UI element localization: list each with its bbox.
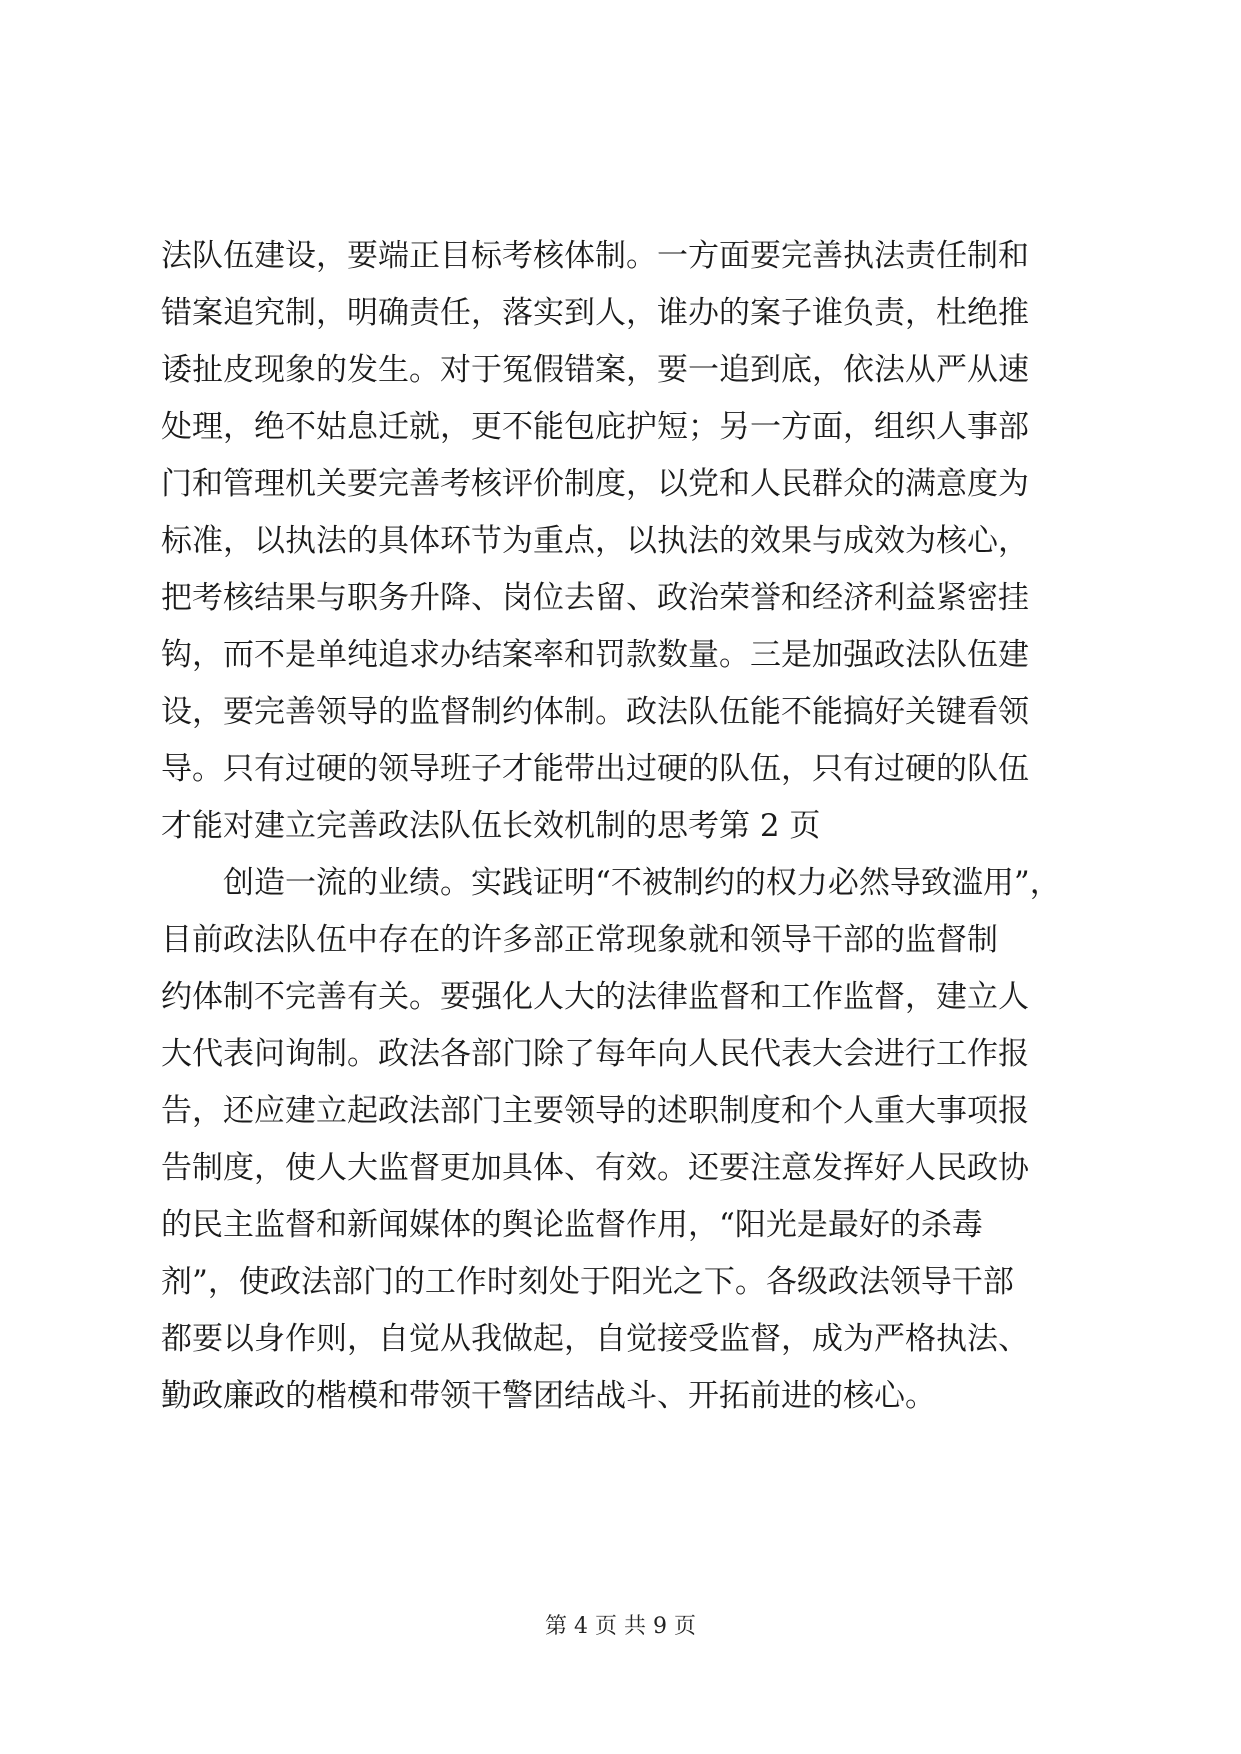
text-line: 目前政法队伍中存在的许多部正常现象就和领导干部的监督制 [161, 922, 998, 958]
text-line: 设，要完善领导的监督制约体制。政法队伍能不能搞好关键看领 [161, 694, 1029, 730]
text-line: 约体制不完善有关。要强化人大的法律监督和工作监督，建立人 [161, 979, 1029, 1015]
text-line: 才能对建立完善政法队伍长效机制的思考第 2 页 [161, 808, 821, 844]
page-footer [0, 1612, 1241, 1642]
text-line: 把考核结果与职务升降、岗位去留、政治荣誉和经济利益紧密挂 [161, 580, 1029, 616]
text-line: 处理，绝不姑息迁就，更不能包庇护短；另一方面，组织人事部 [161, 409, 1029, 445]
text-line: 告制度，使人大监督更加具体、有效。还要注意发挥好人民政协 [161, 1150, 1029, 1186]
text-line: 勤政廉政的楷模和带领干警团结战斗、开拓前进的核心。 [161, 1378, 936, 1414]
text-line: 钩，而不是单纯追求办结案率和罚款数量。三是加强政法队伍建 [161, 637, 1029, 673]
text-line: 导。只有过硬的领导班子才能带出过硬的队伍，只有过硬的队伍 [161, 751, 1029, 787]
text-line: 门和管理机关要完善考核评价制度，以党和人民群众的满意度为 [161, 466, 1029, 502]
text-line: 错案追究制，明确责任，落实到人，谁办的案子谁负责，杜绝推 [161, 295, 1029, 331]
page-number: 第 4 页 共 9 页 [545, 1614, 696, 1639]
text-line: 诿扯皮现象的发生。对于冤假错案，要一追到底，依法从严从速 [161, 352, 1029, 388]
text-line: 告，还应建立起政法部门主要领导的述职制度和个人重大事项报 [161, 1093, 1029, 1129]
text-line: 法队伍建设，要端正目标考核体制。一方面要完善执法责任制和 [161, 238, 1029, 274]
text-line: 都要以身作则，自觉从我做起，自觉接受监督，成为严格执法、 [161, 1321, 1029, 1357]
text-line: 的民主监督和新闻媒体的舆论监督作用，“阳光是最好的杀毒 [161, 1207, 983, 1243]
text-line: 标准，以执法的具体环节为重点，以执法的效果与成效为核心， [161, 523, 1029, 559]
text-line: 大代表问询制。政法各部门除了每年向人民代表大会进行工作报 [161, 1036, 1029, 1072]
text-line: 剂”，使政法部门的工作时刻处于阳光之下。各级政法领导干部 [161, 1264, 1014, 1300]
body-text [161, 228, 1081, 1425]
paragraph-start-line: 创造一流的业绩。实践证明“不被制约的权力必然导致滥用”， [161, 865, 1061, 901]
